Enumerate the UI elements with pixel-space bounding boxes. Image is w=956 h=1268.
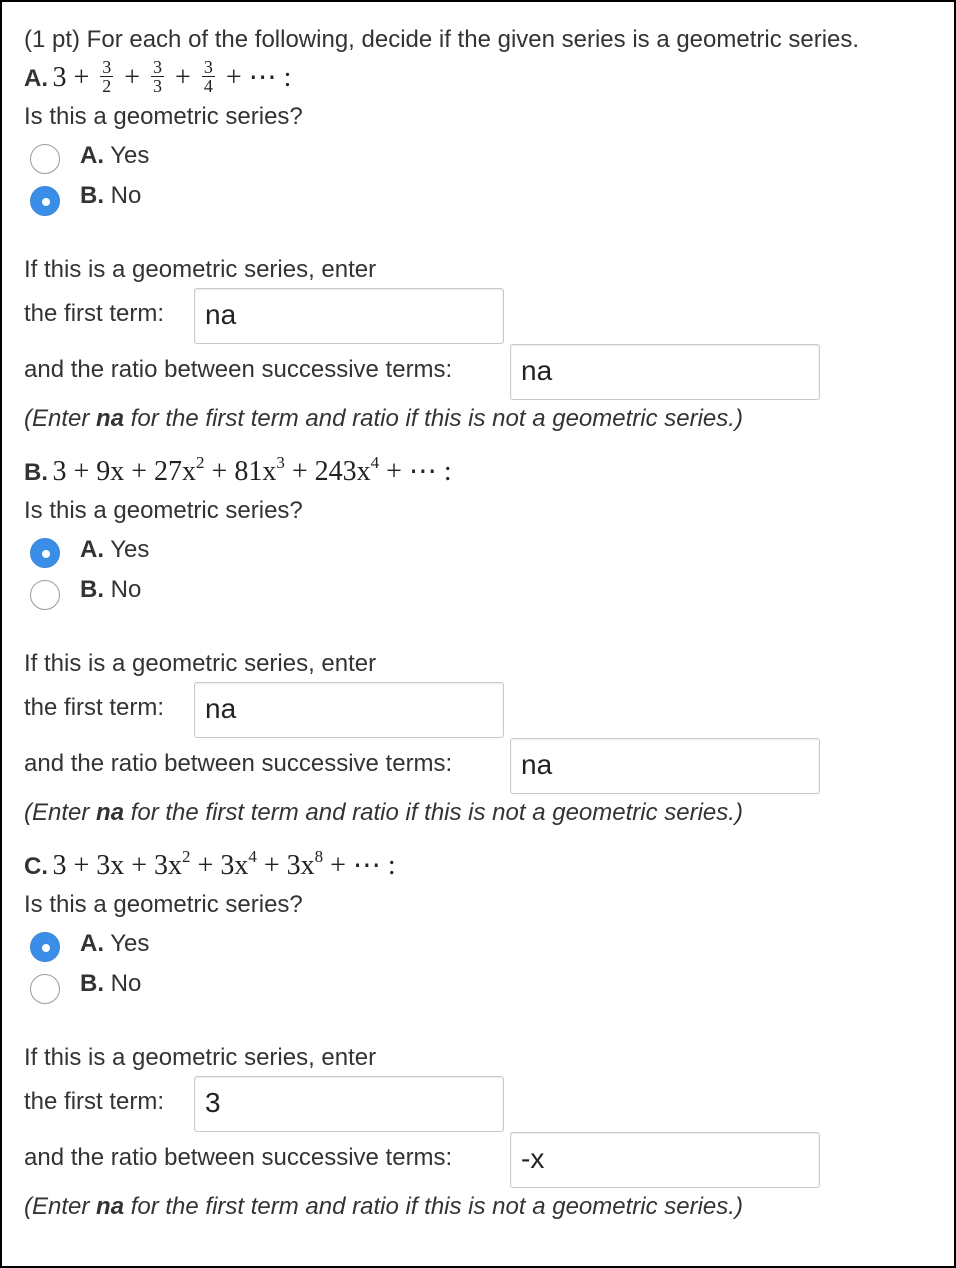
- part-a-question: Is this a geometric series?: [24, 103, 303, 130]
- part-a-letter: A.: [24, 65, 48, 92]
- part-a-radio-yes[interactable]: [30, 144, 60, 174]
- fraction-3-4: $\frac{3}{4}$: [203, 57, 213, 97]
- part-c-fill-prompt: If this is a geometric series, enter: [24, 1044, 377, 1071]
- part-a-option-no[interactable]: B. No: [80, 182, 142, 209]
- part-b-radio-no[interactable]: [30, 580, 60, 610]
- part-b-question: Is this a geometric series?: [24, 497, 303, 524]
- part-b-fill-prompt: If this is a geometric series, enter: [24, 650, 377, 677]
- part-c-series: [24, 848, 396, 882]
- part-b-ratio-input[interactable]: na: [510, 738, 820, 794]
- fraction-3-3: $\frac{3}{3}$: [153, 57, 163, 97]
- part-c-option-no[interactable]: B. No: [80, 970, 142, 997]
- part-b-note: (Enter na for the first term and ratio if this is not a geometric series.): [24, 799, 743, 826]
- problem-intro: (1 pt) For each of the following, decide if the given series is a geometric series.: [24, 26, 860, 53]
- part-b-first-term-input[interactable]: na: [194, 682, 504, 738]
- part-b-option-yes[interactable]: A. Yes: [80, 536, 150, 563]
- part-a-fill-prompt: If this is a geometric series, enter: [24, 256, 377, 283]
- part-a-option-yes[interactable]: A. Yes: [80, 142, 150, 169]
- part-c-letter: C.: [24, 853, 48, 880]
- part-c-math: $3 + 3x + 3x^2 + 3x^4 + 3x^8$ + ⋯ :: [52, 846, 396, 881]
- fraction-3-2: $\frac{3}{2}$: [102, 57, 112, 97]
- part-c-question: Is this a geometric series?: [24, 891, 303, 918]
- part-a-radio-no[interactable]: [30, 186, 60, 216]
- part-c-option-yes[interactable]: A. Yes: [80, 930, 150, 957]
- part-b-math: $3 + 9x + 27x^2 + 81x^3 + 243x^4$ + ⋯ :: [52, 452, 452, 487]
- part-c-radio-yes[interactable]: [30, 932, 60, 962]
- part-a-first-term-input[interactable]: na: [194, 288, 504, 344]
- part-a-ratio-input[interactable]: na: [510, 344, 820, 400]
- part-c-note: (Enter na for the first term and ratio if this is not a geometric series.): [24, 1193, 743, 1220]
- part-b-series: [24, 454, 452, 488]
- part-b-ratio-label: and the ratio between successive terms:: [24, 750, 453, 777]
- part-b-option-no[interactable]: B. No: [80, 576, 142, 603]
- part-a-series: [24, 57, 292, 98]
- part-a-first-term-label: the first term:: [24, 300, 165, 327]
- part-c-radio-no[interactable]: [30, 974, 60, 1004]
- part-b-first-term-label: the first term:: [24, 694, 165, 721]
- part-c-first-term-label: the first term:: [24, 1088, 165, 1115]
- part-a-math: 3 + $\frac{3}{2}$ + $\frac{3}{3}$ + $\frac{3}{4}$ + ⋯ :: [52, 57, 292, 97]
- part-c-first-term-input[interactable]: 3: [194, 1076, 504, 1132]
- part-b-radio-yes[interactable]: [30, 538, 60, 568]
- part-a-ratio-label: and the ratio between successive terms:: [24, 356, 453, 383]
- part-b-letter: B.: [24, 459, 48, 486]
- part-a-note: (Enter na for the first term and ratio if this is not a geometric series.): [24, 405, 743, 432]
- part-c-ratio-input[interactable]: -x: [510, 1132, 820, 1188]
- part-c-ratio-label: and the ratio between successive terms:: [24, 1144, 453, 1171]
